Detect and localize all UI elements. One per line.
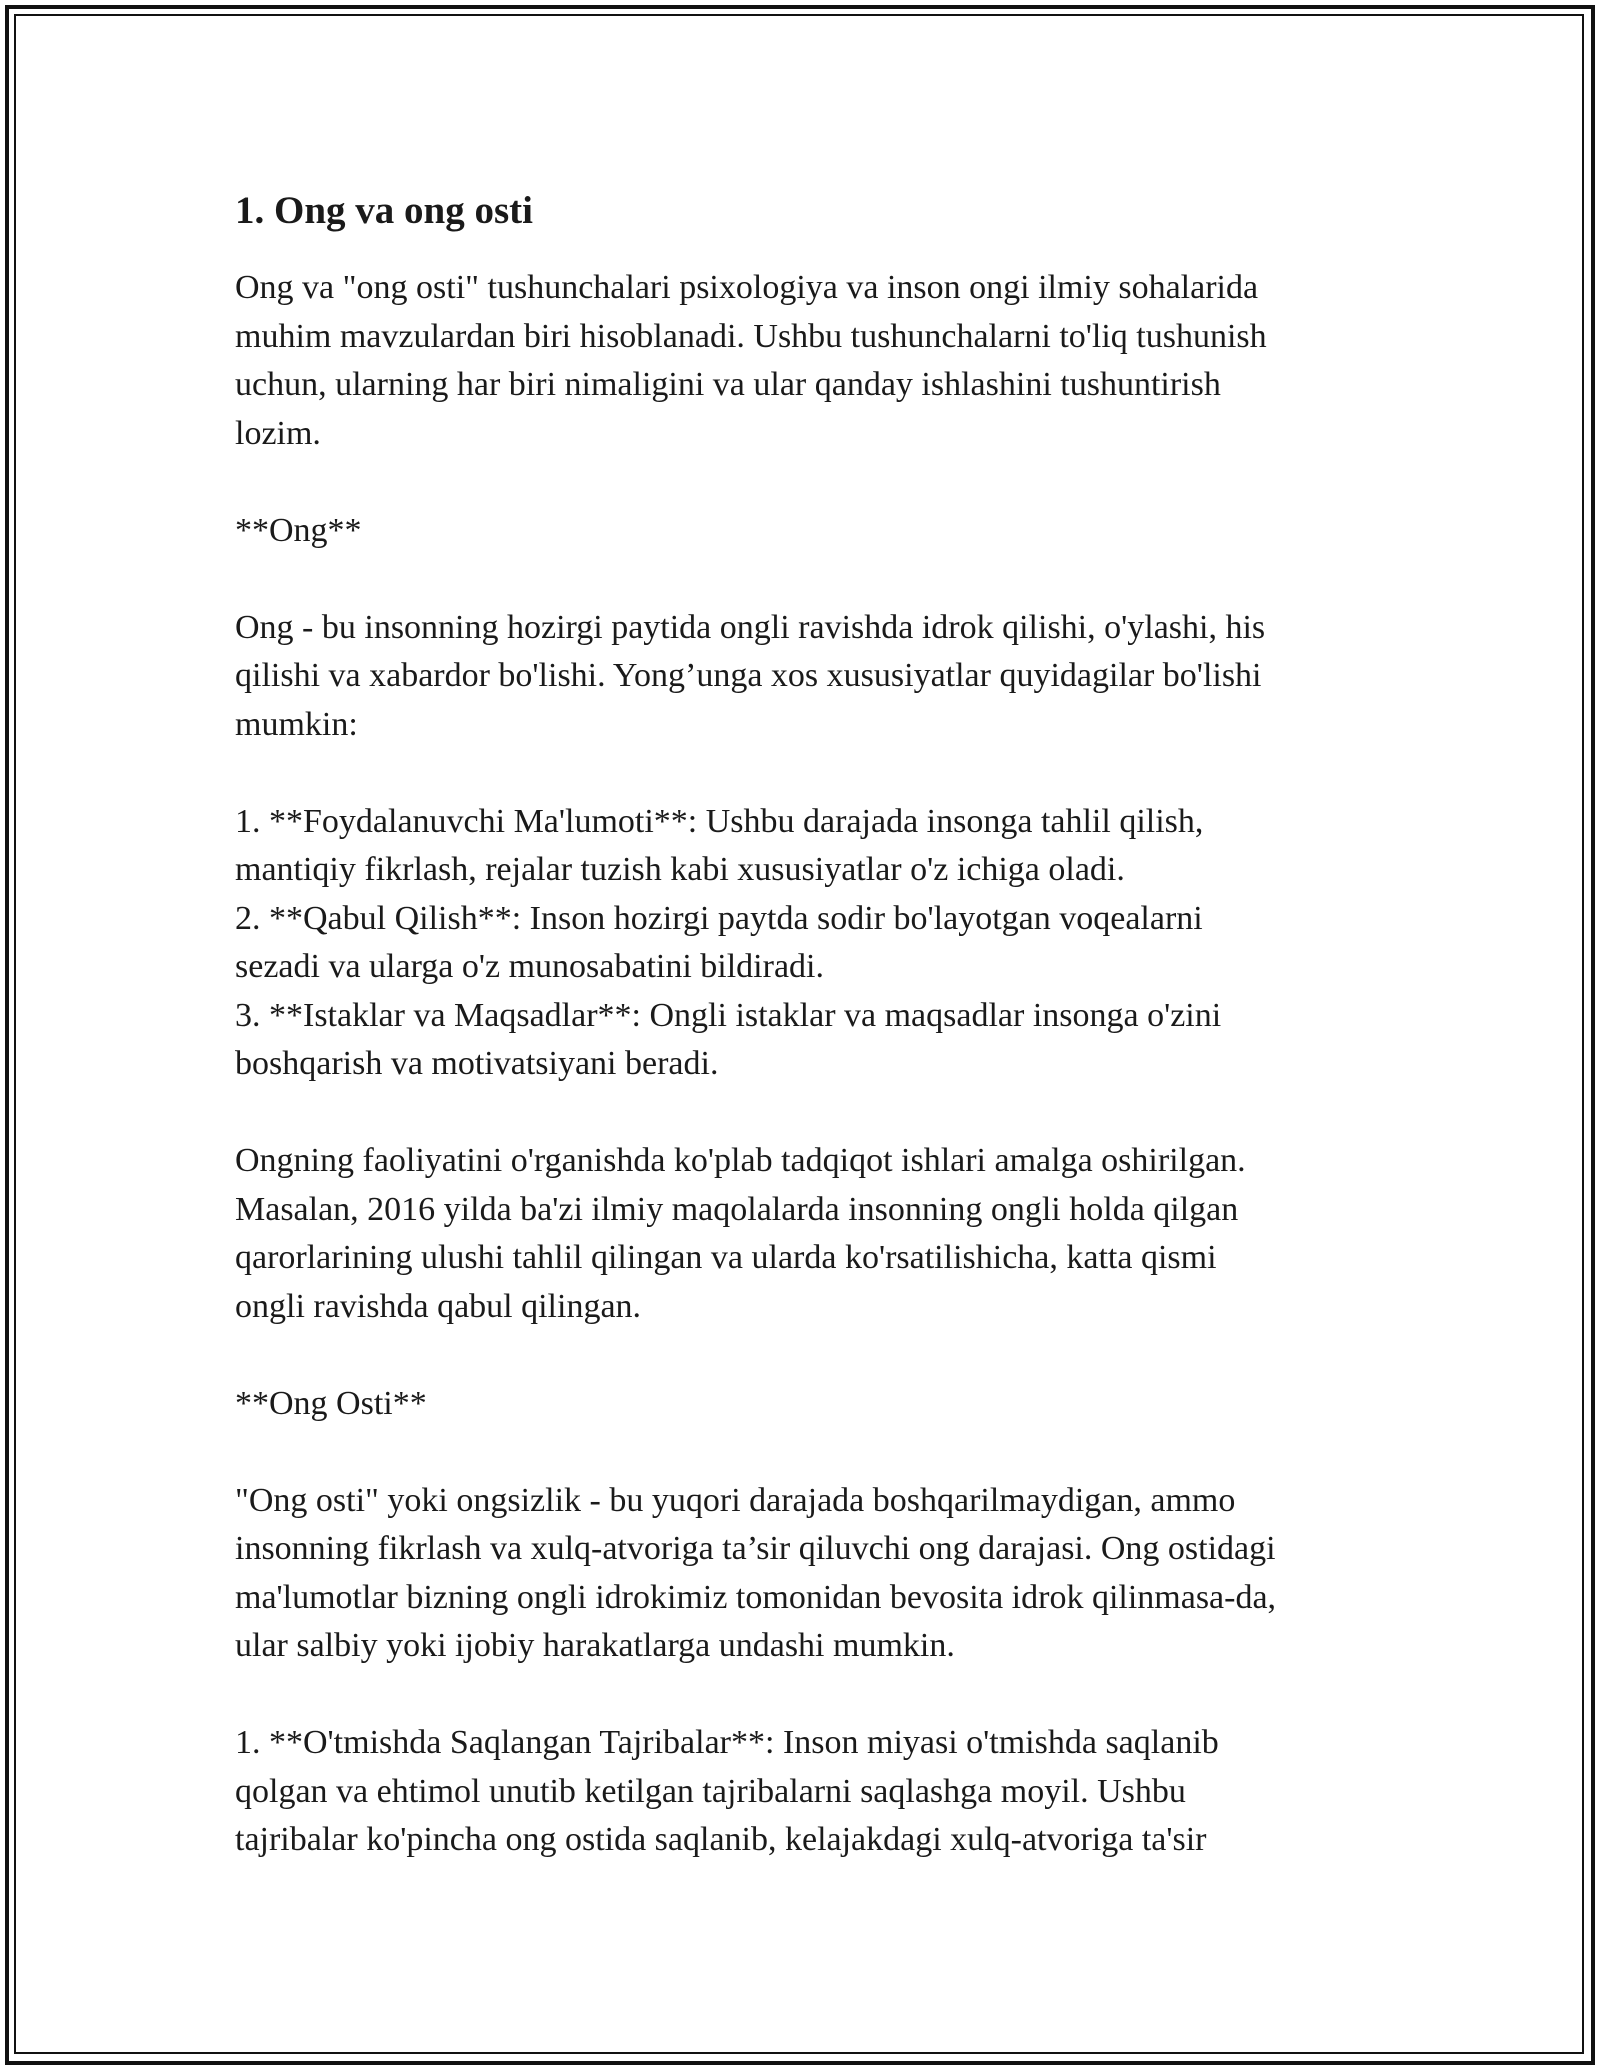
ong-definition-paragraph: Ong - bu insonning hozirgi paytida ongli ravishda idrok qilishi, o'ylashi, his qilishi va xabardor bo'lishi. Yong’unga xos xususiyatlar quyidagilar bo'lishi mumkin: — [235, 608, 1266, 743]
ong-osti-definition-paragraph: "Ong osti" yoki ongsizlik - bu yuqori darajada boshqarilmaydigan, ammo insonning fikrlash va xulq-atvoriga ta’sir qiluvchi ong darajasi. Ong ostidagi ma'lumotlar bizning ongli idrokimiz tomonidan bevosita idrok qilinmasa-da, ular salbiy yoki ijobiy harakatlarga undashi mumkin. — [235, 1481, 1277, 1664]
ong-research-paragraph: Ongning faoliyatini o'rganishda ko'plab tadqiqot ishlari amalga oshirilgan. Masalan, 2016 yilda ba'zi ilmiy maqolalarda insonning ongli holda qilgan qarorlarining ulushi tahlil qilingan va ularda ko'rsatilishicha, katta qismi ongli ravishda qabul qilingan. — [235, 1142, 1246, 1325]
intro-paragraph: Ong va "ong osti" tushunchalari psixologiya va inson ongi ilmiy sohalarida muhim mavzulardan biri hisoblanadi. Ushbu tushunchalarni to'liq tushunish uchun, ularning har biri nimaligini va ular qanday ishlashini tushuntirish lozim. — [235, 269, 1267, 452]
section-heading-ong-osti: **Ong Osti** — [235, 1384, 427, 1422]
document-title: 1. Ong va ong osti — [235, 189, 533, 232]
document-body — [235, 186, 1385, 1865]
ong-osti-features-list: 1. **O'tmishda Saqlangan Tajribalar**: Inson miyasi o'tmishda saqlanib qolgan va ehtimol unutib ketilgan tajribalarni saqlashga moyil. Ushbu tajribalar ko'pincha ong ostida saqlanib, kelajakdagi xulq-atvoriga ta'sir — [235, 1724, 1219, 1858]
section-heading-ong: **Ong** — [235, 511, 362, 549]
ong-features-list: 1. **Foydalanuvchi Ma'lumoti**: Ushbu darajada insonga tahlil qilish, mantiqiy fikrlash, rejalar tuzish kabi xususiyatlar o'z ichiga oladi. 2. **Qabul Qilish**: Inson hozirgi paytda sodir bo'layotgan voqealarni sezadi va ularga o'z munosabatini bildiradi. 3. **Istaklar va Maqsadlar**: Ongli istaklar va maqsadlar insonga o'zini boshqarish va motivatsiyani beradi. — [235, 802, 1222, 1082]
